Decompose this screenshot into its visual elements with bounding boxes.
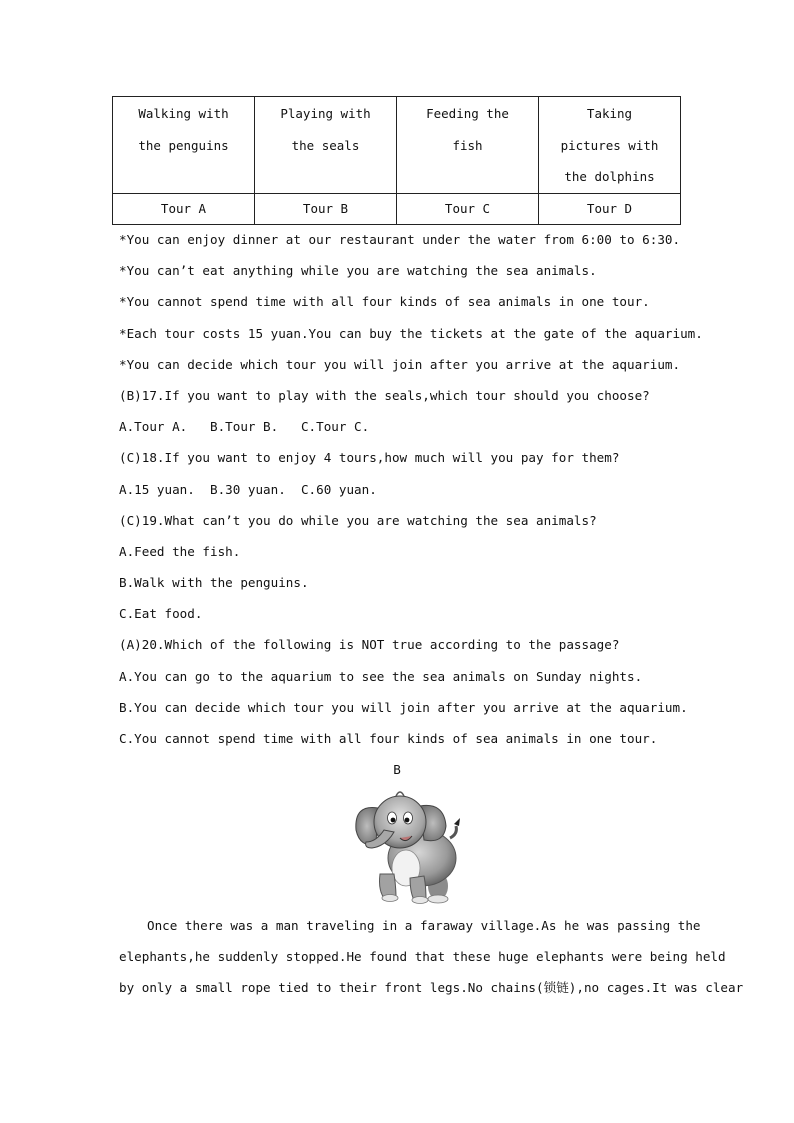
question-18: (C)18.If you want to enjoy 4 tours,how much will you pay for them? [119, 450, 620, 466]
tour-cell-c: Tour C [397, 193, 539, 224]
note-line: *You cannot spend time with all four kinds of sea animals in one tour. [119, 294, 650, 310]
passage-line: by only a small rope tied to their front legs.No chains(锁链),no cages.It was clear [119, 980, 744, 996]
options-17: A.Tour A. B.Tour B. C.Tour C. [119, 419, 370, 435]
cell-text: the seals [291, 137, 360, 153]
option-19b: B.Walk with the penguins. [119, 575, 309, 591]
note-line: *You can enjoy dinner at our restaurant under the water from 6:00 to 6:30. [119, 232, 681, 247]
question-17: (B)17.If you want to play with the seals,which tour should you choose? [119, 387, 650, 403]
option-20a: A.You can go to the aquarium to see the sea animals on Sunday nights. [119, 668, 643, 684]
cell-text: the penguins [138, 137, 229, 153]
passage-line: elephants,he suddenly stopped.He found that these huge elephants were being held [119, 949, 726, 965]
activity-cell-d [539, 97, 681, 194]
elephant-illustration [350, 786, 468, 906]
note-line: *You can decide which tour you will join after you arrive at the aquarium. [119, 356, 681, 372]
option-19a: A.Feed the fish. [119, 543, 241, 559]
question-19: (C)19.What can’t you do while you are watching the sea animals? [119, 512, 597, 528]
activity-row [113, 97, 681, 194]
cell-text: Walking with [138, 106, 229, 121]
activity-cell-a [113, 97, 255, 194]
cell-text: pictures with [560, 137, 659, 153]
tour-cell-b: Tour B [255, 193, 397, 224]
note-line: *You can’t eat anything while you are watching the sea animals. [119, 263, 597, 279]
cell-text: Feeding the [426, 106, 509, 121]
passage-line: Once there was a man traveling in a faraway village.As he was passing the [147, 918, 701, 933]
cell-text: Taking [586, 106, 633, 121]
activity-cell-b [255, 97, 397, 194]
options-18: A.15 yuan. B.30 yuan. C.60 yuan. [119, 481, 377, 497]
note-line: *Each tour costs 15 yuan.You can buy the tickets at the gate of the aquarium. [119, 325, 703, 341]
tour-cell-a: Tour A [113, 193, 255, 224]
tour-row [113, 193, 681, 224]
activity-cell-c [397, 97, 539, 194]
section-heading: B [393, 762, 401, 777]
option-20c: C.You cannot spend time with all four kinds of sea animals in one tour. [119, 731, 658, 746]
passage [119, 910, 744, 1004]
cell-text: the dolphins [564, 169, 655, 184]
question-20: (A)20.Which of the following is NOT true according to the passage? [119, 637, 620, 653]
option-19c: C.Eat food. [119, 606, 203, 622]
notes-and-questions [119, 224, 703, 754]
cell-text: fish [452, 137, 483, 153]
tour-cell-d: Tour D [539, 193, 681, 224]
cell-text: Playing with [280, 106, 371, 121]
option-20b: B.You can decide which tour you will join after you arrive at the aquarium. [119, 699, 688, 715]
tour-table [112, 96, 681, 225]
